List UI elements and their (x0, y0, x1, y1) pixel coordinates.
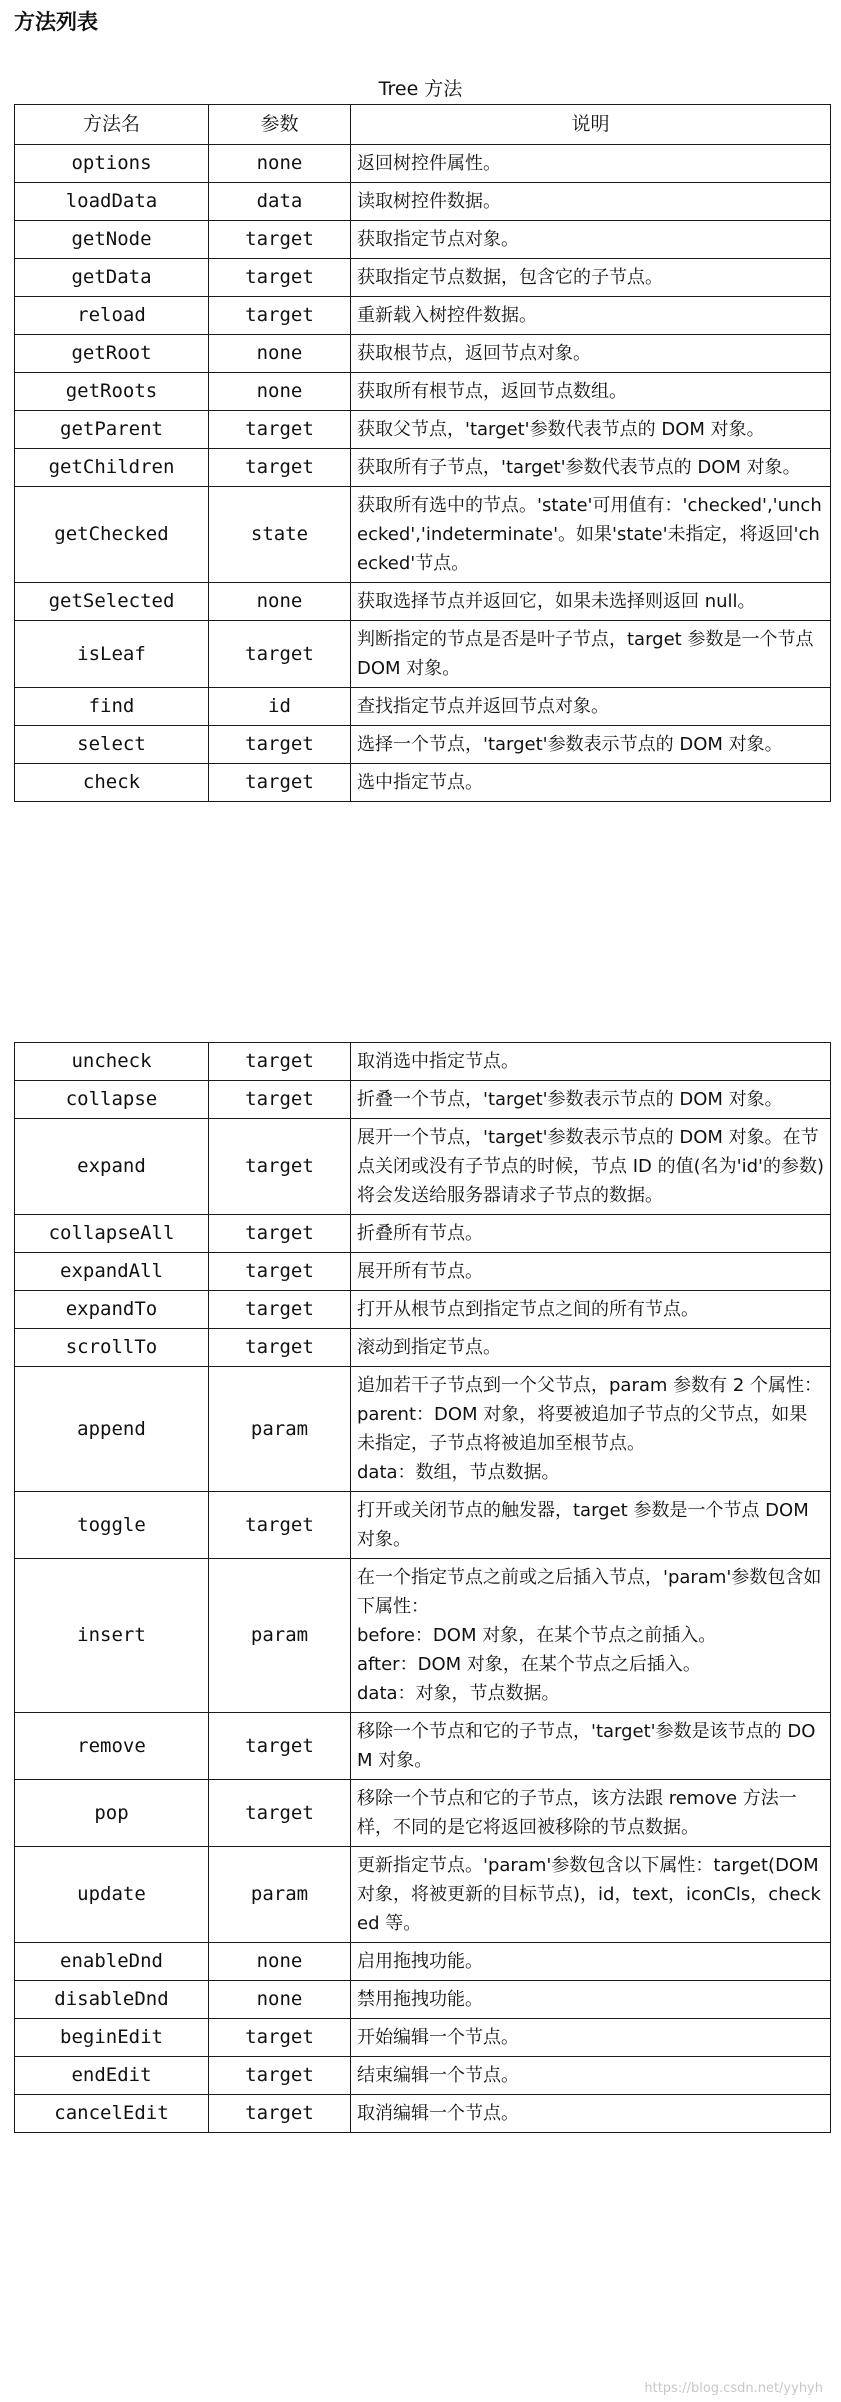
method-desc-cell: 追加若干子节点到一个父节点，param 参数有 2 个属性： parent：DOM 对象，将要被追加子节点的父节点，如果未指定，子节点将被追加至根节点。 data：数组，节点数据。 (351, 1367, 831, 1492)
method-name-cell: isLeaf (15, 621, 209, 688)
method-desc-cell: 折叠一个节点，'target'参数表示节点的 DOM 对象。 (351, 1081, 831, 1119)
table-row (15, 1329, 831, 1367)
method-param-cell: target (209, 2019, 351, 2057)
method-name-cell: expand (15, 1119, 209, 1215)
method-name-cell: update (15, 1847, 209, 1943)
method-param-cell: target (209, 726, 351, 764)
method-name-cell: options (15, 145, 209, 183)
method-desc-cell: 取消编辑一个节点。 (351, 2095, 831, 2133)
table-row (15, 1291, 831, 1329)
method-name-cell: getParent (15, 411, 209, 449)
column-header-desc: 说明 (351, 105, 831, 145)
column-header-name: 方法名 (15, 105, 209, 145)
method-name-cell: getChildren (15, 449, 209, 487)
method-name-cell: beginEdit (15, 2019, 209, 2057)
method-desc-cell: 获取所有子节点，'target'参数代表节点的 DOM 对象。 (351, 449, 831, 487)
method-param-cell: target (209, 1253, 351, 1291)
method-desc-cell: 获取所有选中的节点。'state'可用值有：'checked','unchecked','indeterminate'。如果'state'未指定，将返回'checked'节点。 (351, 487, 831, 583)
method-param-cell: param (209, 1847, 351, 1943)
table-row (15, 1043, 831, 1081)
method-desc-cell: 获取父节点，'target'参数代表节点的 DOM 对象。 (351, 411, 831, 449)
method-desc-cell: 选择一个节点，'target'参数表示节点的 DOM 对象。 (351, 726, 831, 764)
table-row (15, 145, 831, 183)
method-desc-cell: 判断指定的节点是否是叶子节点，target 参数是一个节点 DOM 对象。 (351, 621, 831, 688)
method-desc-cell: 选中指定节点。 (351, 764, 831, 802)
table-row (15, 621, 831, 688)
method-name-cell: getSelected (15, 583, 209, 621)
method-name-cell: scrollTo (15, 1329, 209, 1367)
table-header-row (15, 105, 831, 145)
method-name-cell: collapseAll (15, 1215, 209, 1253)
method-name-cell: loadData (15, 183, 209, 221)
method-desc-cell: 展开一个节点，'target'参数表示节点的 DOM 对象。在节点关闭或没有子节点的时候，节点 ID 的值(名为'id'的参数)将会发送给服务器请求子节点的数据。 (351, 1119, 831, 1215)
method-name-cell: expandTo (15, 1291, 209, 1329)
method-name-cell: select (15, 726, 209, 764)
method-desc-cell: 移除一个节点和它的子节点，该方法跟 remove 方法一样，不同的是它将返回被移除的节点数据。 (351, 1780, 831, 1847)
table-row (15, 2095, 831, 2133)
table-row (15, 1713, 831, 1780)
method-name-cell: reload (15, 297, 209, 335)
table-row (15, 1253, 831, 1291)
method-param-cell: param (209, 1367, 351, 1492)
method-name-cell: getNode (15, 221, 209, 259)
table-row (15, 1367, 831, 1492)
method-param-cell: target (209, 2057, 351, 2095)
method-param-cell: target (209, 1780, 351, 1847)
table-row (15, 1215, 831, 1253)
method-param-cell: target (209, 259, 351, 297)
table-row (15, 487, 831, 583)
method-name-cell: remove (15, 1713, 209, 1780)
method-name-cell: collapse (15, 1081, 209, 1119)
method-name-cell: find (15, 688, 209, 726)
method-param-cell: target (209, 2095, 351, 2133)
method-desc-cell: 移除一个节点和它的子节点，'target'参数是该节点的 DOM 对象。 (351, 1713, 831, 1780)
method-desc-cell: 展开所有节点。 (351, 1253, 831, 1291)
table-row (15, 1943, 831, 1981)
method-param-cell: target (209, 411, 351, 449)
table-row (15, 1847, 831, 1943)
method-desc-cell: 获取选择节点并返回它，如果未选择则返回 null。 (351, 583, 831, 621)
watermark: https://blog.csdn.net/yyhyh (644, 2381, 823, 2396)
method-param-cell: target (209, 1291, 351, 1329)
method-name-cell: getChecked (15, 487, 209, 583)
table-row (15, 221, 831, 259)
method-param-cell: none (209, 145, 351, 183)
method-desc-cell: 返回树控件属性。 (351, 145, 831, 183)
table-row (15, 259, 831, 297)
method-desc-cell: 获取所有根节点，返回节点数组。 (351, 373, 831, 411)
method-name-cell: getRoots (15, 373, 209, 411)
method-desc-cell: 在一个指定节点之前或之后插入节点，'param'参数包含如下属性： before：DOM 对象，在某个节点之前插入。 after：DOM 对象，在某个节点之后插入。 data：对象，节点数据。 (351, 1559, 831, 1713)
table-row (15, 726, 831, 764)
method-desc-cell: 更新指定节点。'param'参数包含以下属性：target(DOM 对象，将被更新的目标节点)，id，text，iconCls，checked 等。 (351, 1847, 831, 1943)
method-name-cell: endEdit (15, 2057, 209, 2095)
table-row (15, 297, 831, 335)
table-row (15, 411, 831, 449)
method-desc-cell: 取消选中指定节点。 (351, 1043, 831, 1081)
method-param-cell: target (209, 1492, 351, 1559)
method-desc-cell: 禁用拖拽功能。 (351, 1981, 831, 2019)
method-param-cell: target (209, 621, 351, 688)
method-param-cell: state (209, 487, 351, 583)
table-row (15, 1081, 831, 1119)
method-name-cell: expandAll (15, 1253, 209, 1291)
method-param-cell: target (209, 764, 351, 802)
method-param-cell: none (209, 1943, 351, 1981)
method-desc-cell: 滚动到指定节点。 (351, 1329, 831, 1367)
method-desc-cell: 开始编辑一个节点。 (351, 2019, 831, 2057)
method-param-cell: target (209, 1043, 351, 1081)
method-param-cell: target (209, 1119, 351, 1215)
table-row (15, 2019, 831, 2057)
table-row (15, 1981, 831, 2019)
table-row (15, 1492, 831, 1559)
table-row (15, 1559, 831, 1713)
method-name-cell: insert (15, 1559, 209, 1713)
method-param-cell: id (209, 688, 351, 726)
method-param-cell: none (209, 373, 351, 411)
table-row (15, 335, 831, 373)
method-param-cell: target (209, 1713, 351, 1780)
method-param-cell: target (209, 449, 351, 487)
method-name-cell: uncheck (15, 1043, 209, 1081)
method-desc-cell: 读取树控件数据。 (351, 183, 831, 221)
table-row (15, 183, 831, 221)
method-param-cell: data (209, 183, 351, 221)
methods-table-part1 (14, 104, 831, 802)
method-desc-cell: 折叠所有节点。 (351, 1215, 831, 1253)
table-row (15, 373, 831, 411)
method-name-cell: check (15, 764, 209, 802)
column-header-param: 参数 (209, 105, 351, 145)
method-name-cell: enableDnd (15, 1943, 209, 1981)
table-row (15, 2057, 831, 2095)
page-heading: 方法列表 (14, 10, 98, 34)
table-row (15, 583, 831, 621)
method-name-cell: append (15, 1367, 209, 1492)
methods-table-body (15, 145, 831, 802)
method-desc-cell: 获取根节点，返回节点对象。 (351, 335, 831, 373)
method-param-cell: none (209, 1981, 351, 2019)
method-param-cell: param (209, 1559, 351, 1713)
method-name-cell: getData (15, 259, 209, 297)
method-name-cell: disableDnd (15, 1981, 209, 2019)
method-param-cell: target (209, 221, 351, 259)
method-name-cell: getRoot (15, 335, 209, 373)
method-param-cell: target (209, 1329, 351, 1367)
method-desc-cell: 打开从根节点到指定节点之间的所有节点。 (351, 1291, 831, 1329)
method-desc-cell: 获取指定节点数据，包含它的子节点。 (351, 259, 831, 297)
table-caption: Tree 方法 (378, 78, 463, 100)
method-param-cell: none (209, 583, 351, 621)
method-param-cell: target (209, 297, 351, 335)
method-desc-cell: 结束编辑一个节点。 (351, 2057, 831, 2095)
method-desc-cell: 打开或关闭节点的触发器，target 参数是一个节点 DOM 对象。 (351, 1492, 831, 1559)
method-desc-cell: 查找指定节点并返回节点对象。 (351, 688, 831, 726)
table-row (15, 1119, 831, 1215)
table-row (15, 1780, 831, 1847)
methods-table-part2 (14, 1042, 831, 2133)
method-name-cell: pop (15, 1780, 209, 1847)
method-desc-cell: 获取指定节点对象。 (351, 221, 831, 259)
method-param-cell: target (209, 1215, 351, 1253)
table-row (15, 688, 831, 726)
method-param-cell: none (209, 335, 351, 373)
method-param-cell: target (209, 1081, 351, 1119)
method-desc-cell: 重新载入树控件数据。 (351, 297, 831, 335)
method-name-cell: cancelEdit (15, 2095, 209, 2133)
table-row (15, 764, 831, 802)
method-name-cell: toggle (15, 1492, 209, 1559)
method-desc-cell: 启用拖拽功能。 (351, 1943, 831, 1981)
methods-table-body (15, 1043, 831, 2133)
table-row (15, 449, 831, 487)
